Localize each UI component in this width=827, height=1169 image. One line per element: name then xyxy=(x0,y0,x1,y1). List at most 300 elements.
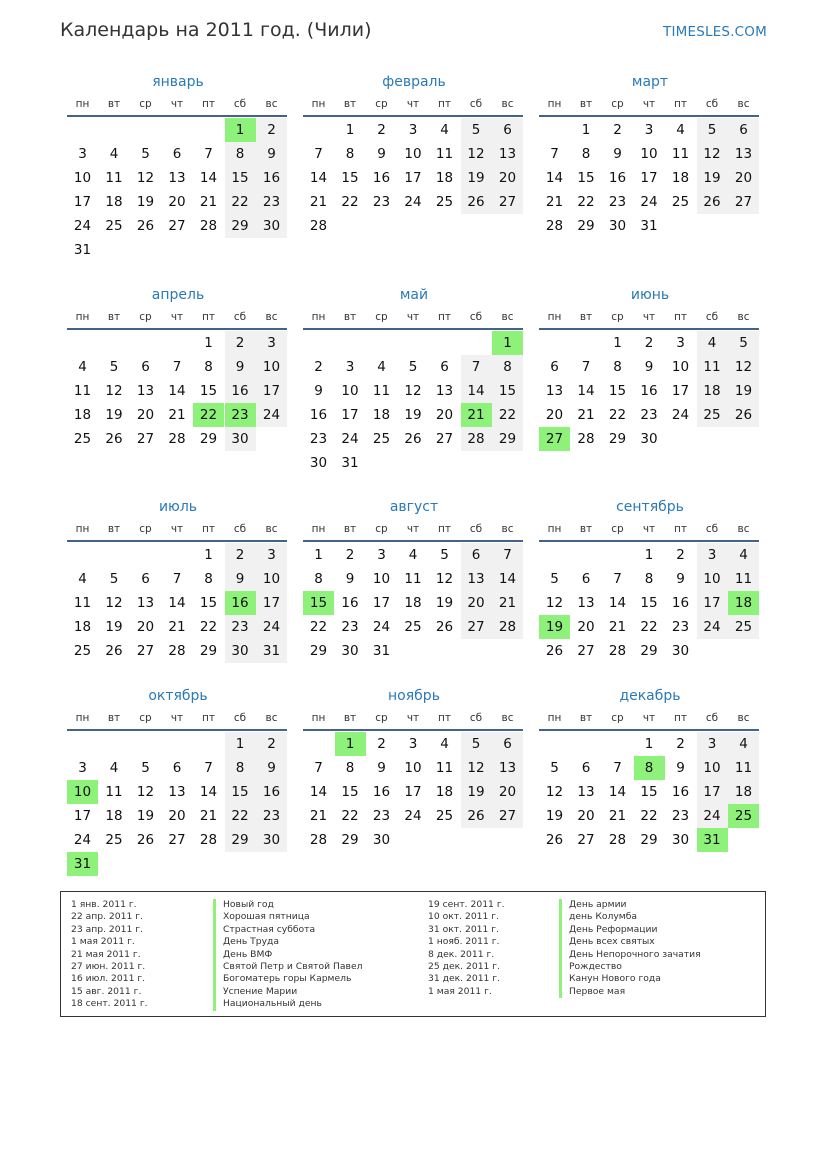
day-cell: 20 xyxy=(461,591,492,615)
day-cell: 7 xyxy=(461,355,492,379)
day-cell: 19 xyxy=(136,808,155,824)
day-cell: 29 xyxy=(577,218,595,234)
day-cell: 7 xyxy=(581,359,591,375)
day-cell: 2 xyxy=(345,547,355,563)
holiday-date: 22 апр. 2011 г. xyxy=(71,911,143,923)
day-cell: 8 xyxy=(204,359,213,375)
holiday-name: Национальный день xyxy=(213,998,362,1010)
holiday-date: 31 окт. 2011 г. xyxy=(428,923,500,935)
weekday-label: пн xyxy=(547,98,562,110)
day-cell: 9 xyxy=(676,571,685,587)
day-cell: 29 xyxy=(225,214,256,238)
holiday-date: 16 июл. 2011 г. xyxy=(71,973,146,985)
day-cell: 2 xyxy=(314,359,323,375)
day-cell: 25 xyxy=(105,218,123,234)
month-11 xyxy=(303,688,525,888)
day-cell: 29 xyxy=(225,828,256,852)
day-cell: 13 xyxy=(492,142,523,166)
day-cell: 18 xyxy=(105,194,123,210)
month-3 xyxy=(539,74,761,274)
day-cell: 3 xyxy=(408,122,418,138)
day-cell: 23 xyxy=(608,194,627,210)
weekday-label: ср xyxy=(139,712,152,724)
holiday-name: День Труда xyxy=(213,936,362,948)
day-cell: 25 xyxy=(372,431,391,447)
weekday-label: чт xyxy=(406,523,420,535)
day-cell: 7 xyxy=(172,359,182,375)
day-cell: 3 xyxy=(644,122,654,138)
day-cell: 22 xyxy=(199,619,218,635)
day-cell: 28 xyxy=(199,832,218,848)
weekday-label: вт xyxy=(579,712,593,724)
month-name: июль xyxy=(158,499,198,515)
weekday-label: пн xyxy=(311,311,326,323)
day-cell: 23 xyxy=(309,431,328,447)
day-cell: 13 xyxy=(461,567,492,591)
day-cell: 16 xyxy=(640,383,658,399)
day-cell: 7 xyxy=(204,146,213,162)
day-cell: 22 xyxy=(225,190,256,214)
weekday-label: пт xyxy=(202,98,215,110)
day-cell: 6 xyxy=(440,359,449,375)
page-title: Календарь на 2011 год. (Чили) xyxy=(60,19,372,41)
holiday-date: 1 янв. 2011 г. xyxy=(71,899,137,910)
day-cell: 15 xyxy=(341,170,359,186)
month-name: июнь xyxy=(630,287,670,303)
day-cell: 28 xyxy=(492,615,523,639)
day-cell: 29 xyxy=(608,431,627,447)
weekday-label: вс xyxy=(265,311,278,323)
day-cell: 21 xyxy=(199,808,218,824)
holiday-name: День ВМФ xyxy=(213,949,362,961)
day-cell: 15 xyxy=(199,383,218,399)
weekday-label: пн xyxy=(547,523,562,535)
weekday-label: вс xyxy=(265,98,278,110)
month-header-rule xyxy=(303,328,523,330)
holiday-dates-right xyxy=(428,899,505,998)
day-cell: 15 xyxy=(640,595,658,611)
site-link[interactable]: TIMESLES.COM xyxy=(663,24,767,40)
day-cell: 29 xyxy=(199,643,218,659)
weekday-label: вс xyxy=(265,523,278,535)
day-cell: 8 xyxy=(581,146,591,162)
holiday-day-cell: 31 xyxy=(697,828,728,852)
day-cell: 6 xyxy=(550,359,559,375)
day-cell: 1 xyxy=(314,547,323,563)
day-cell: 27 xyxy=(435,431,454,447)
day-cell: 3 xyxy=(697,732,728,756)
day-cell: 31 xyxy=(73,242,92,258)
day-cell: 22 xyxy=(341,194,359,210)
day-cell: 7 xyxy=(613,571,622,587)
holiday-name: День армии xyxy=(559,899,701,911)
month-header-rule xyxy=(67,115,287,117)
day-cell: 13 xyxy=(577,595,595,611)
day-cell: 16 xyxy=(256,166,287,190)
weekday-label: чт xyxy=(642,523,656,535)
day-cell: 5 xyxy=(461,118,492,142)
day-cell: 13 xyxy=(168,784,186,800)
weekday-label: ср xyxy=(139,98,152,110)
weekday-label: сб xyxy=(705,311,719,323)
month-1 xyxy=(67,74,289,274)
day-cell: 16 xyxy=(671,595,690,611)
day-cell: 8 xyxy=(613,359,622,375)
weekday-label: ср xyxy=(611,712,624,724)
day-cell: 10 xyxy=(697,756,728,780)
day-cell: 23 xyxy=(256,190,287,214)
weekday-label: сб xyxy=(469,523,483,535)
weekday-label: вс xyxy=(737,712,750,724)
day-cell: 9 xyxy=(613,146,622,162)
holiday-day-cell: 31 xyxy=(67,852,98,876)
day-cell: 21 xyxy=(199,194,218,210)
day-cell: 24 xyxy=(671,407,690,423)
weekday-label: пт xyxy=(438,98,451,110)
day-cell: 1 xyxy=(644,736,654,752)
day-cell: 29 xyxy=(640,832,658,848)
day-cell: 9 xyxy=(377,146,386,162)
day-cell: 22 xyxy=(341,808,359,824)
day-cell: 9 xyxy=(345,571,355,587)
weekday-label: пт xyxy=(438,311,451,323)
weekday-label: пт xyxy=(438,523,451,535)
day-cell: 26 xyxy=(461,804,492,828)
month-name: май xyxy=(399,287,429,303)
day-cell: 24 xyxy=(73,218,92,234)
weekday-label: ср xyxy=(611,311,624,323)
day-cell: 3 xyxy=(256,331,287,355)
weekday-label: пн xyxy=(547,712,562,724)
day-cell: 27 xyxy=(577,832,595,848)
day-cell: 26 xyxy=(404,431,422,447)
day-cell: 29 xyxy=(640,643,658,659)
day-cell: 7 xyxy=(314,760,323,776)
day-cell: 8 xyxy=(204,571,213,587)
day-cell: 12 xyxy=(728,355,759,379)
day-cell: 14 xyxy=(199,784,218,800)
holiday-date: 23 апр. 2011 г. xyxy=(71,923,143,935)
weekday-label: вт xyxy=(343,311,357,323)
holiday-name: Святой Петр и Святой Павел xyxy=(213,961,362,973)
day-cell: 5 xyxy=(550,571,559,587)
day-cell: 18 xyxy=(697,379,728,403)
day-cell: 4 xyxy=(440,736,449,752)
day-cell: 14 xyxy=(577,383,595,399)
day-cell: 13 xyxy=(136,595,155,611)
holiday-day-cell: 1 xyxy=(335,732,366,756)
weekday-label: вт xyxy=(579,311,593,323)
day-cell: 11 xyxy=(105,170,123,186)
day-cell: 23 xyxy=(341,619,359,635)
day-cell: 8 xyxy=(314,571,323,587)
day-cell: 17 xyxy=(404,784,422,800)
day-cell: 28 xyxy=(168,643,186,659)
holiday-name: Новый год xyxy=(213,899,362,911)
day-cell: 6 xyxy=(172,146,182,162)
day-cell: 7 xyxy=(314,146,323,162)
day-cell: 10 xyxy=(341,383,359,399)
day-cell: 28 xyxy=(545,218,564,234)
day-cell: 17 xyxy=(256,379,287,403)
day-cell: 27 xyxy=(577,643,595,659)
day-cell: 9 xyxy=(377,760,386,776)
weekday-label: ср xyxy=(375,311,388,323)
day-cell: 6 xyxy=(492,732,523,756)
weekday-label: вс xyxy=(737,311,750,323)
day-cell: 11 xyxy=(671,146,690,162)
day-cell: 30 xyxy=(671,832,690,848)
day-cell: 30 xyxy=(372,832,391,848)
day-cell: 13 xyxy=(545,383,564,399)
day-cell: 17 xyxy=(372,595,391,611)
day-cell: 21 xyxy=(608,808,627,824)
month-header-rule xyxy=(539,115,759,117)
day-cell: 28 xyxy=(309,832,328,848)
weekday-label: пт xyxy=(674,712,687,724)
day-cell: 26 xyxy=(136,832,155,848)
weekday-label: чт xyxy=(170,311,184,323)
day-cell: 12 xyxy=(435,571,454,587)
day-cell: 5 xyxy=(550,760,559,776)
day-cell: 25 xyxy=(435,194,454,210)
weekday-label: пн xyxy=(75,712,90,724)
day-cell: 20 xyxy=(728,166,759,190)
day-cell: 18 xyxy=(435,170,454,186)
weekday-label: пн xyxy=(75,311,90,323)
day-cell: 20 xyxy=(168,194,186,210)
weekday-label: чт xyxy=(642,712,656,724)
day-cell: 30 xyxy=(341,643,359,659)
day-cell: 8 xyxy=(644,571,654,587)
day-cell: 27 xyxy=(492,804,523,828)
day-cell: 20 xyxy=(577,619,595,635)
day-cell: 5 xyxy=(697,118,728,142)
day-cell: 12 xyxy=(136,170,155,186)
month-header-rule xyxy=(303,540,523,542)
holiday-date: 10 окт. 2011 г. xyxy=(428,911,500,923)
day-cell: 10 xyxy=(671,359,690,375)
weekday-label: чт xyxy=(406,98,420,110)
holiday-name: День Непорочного зачатия xyxy=(559,949,701,961)
day-cell: 2 xyxy=(225,543,256,567)
holiday-day-cell: 1 xyxy=(492,331,523,355)
day-cell: 10 xyxy=(640,146,658,162)
day-cell: 11 xyxy=(435,760,454,776)
weekday-label: пт xyxy=(202,712,215,724)
day-cell: 3 xyxy=(697,543,728,567)
month-2 xyxy=(303,74,525,274)
day-cell: 28 xyxy=(309,218,328,234)
weekday-label: чт xyxy=(642,311,656,323)
day-cell: 20 xyxy=(545,407,564,423)
day-cell: 6 xyxy=(141,571,150,587)
day-cell: 25 xyxy=(73,431,92,447)
day-cell: 17 xyxy=(671,383,690,399)
day-cell: 1 xyxy=(613,335,622,351)
day-cell: 13 xyxy=(136,383,155,399)
day-cell: 6 xyxy=(461,543,492,567)
month-header-rule xyxy=(539,729,759,731)
day-cell: 19 xyxy=(697,166,728,190)
day-cell: 19 xyxy=(435,595,454,611)
day-cell: 1 xyxy=(225,732,256,756)
day-cell: 3 xyxy=(78,760,87,776)
day-cell: 2 xyxy=(256,732,287,756)
day-cell: 1 xyxy=(345,122,355,138)
day-cell: 22 xyxy=(492,403,523,427)
day-cell: 21 xyxy=(608,619,627,635)
holiday-name: Канун Нового года xyxy=(559,973,701,985)
day-cell: 4 xyxy=(78,571,87,587)
day-cell: 12 xyxy=(136,784,155,800)
day-cell: 20 xyxy=(577,808,595,824)
day-cell: 23 xyxy=(640,407,658,423)
day-cell: 23 xyxy=(372,194,391,210)
day-cell: 23 xyxy=(225,615,256,639)
day-cell: 11 xyxy=(404,571,422,587)
day-cell: 12 xyxy=(461,756,492,780)
day-cell: 25 xyxy=(728,615,759,639)
day-cell: 25 xyxy=(435,808,454,824)
day-cell: 10 xyxy=(256,567,287,591)
holiday-name: День Реформации xyxy=(559,924,701,936)
day-cell: 27 xyxy=(728,190,759,214)
day-cell: 6 xyxy=(141,359,150,375)
day-cell: 4 xyxy=(377,359,386,375)
day-cell: 5 xyxy=(109,571,119,587)
day-cell: 15 xyxy=(492,379,523,403)
weekday-label: ср xyxy=(375,523,388,535)
day-cell: 12 xyxy=(461,142,492,166)
day-cell: 8 xyxy=(492,355,523,379)
day-cell: 2 xyxy=(644,335,654,351)
day-cell: 27 xyxy=(461,615,492,639)
month-7 xyxy=(67,499,289,699)
weekday-label: сб xyxy=(469,98,483,110)
day-cell: 12 xyxy=(105,383,123,399)
day-cell: 5 xyxy=(141,760,150,776)
weekday-label: пт xyxy=(202,311,215,323)
holiday-day-cell: 27 xyxy=(539,427,570,451)
day-cell: 6 xyxy=(492,118,523,142)
weekday-label: вс xyxy=(501,311,514,323)
day-cell: 29 xyxy=(492,427,523,451)
holiday-name: Страстная суббота xyxy=(213,924,362,936)
day-cell: 24 xyxy=(404,194,422,210)
day-cell: 21 xyxy=(309,194,328,210)
weekday-label: пт xyxy=(202,523,215,535)
day-cell: 28 xyxy=(608,832,627,848)
day-cell: 4 xyxy=(109,146,119,162)
weekday-label: пт xyxy=(438,712,451,724)
day-cell: 14 xyxy=(199,170,218,186)
day-cell: 15 xyxy=(225,780,256,804)
day-cell: 28 xyxy=(199,218,218,234)
day-cell: 17 xyxy=(640,170,658,186)
weekday-label: пт xyxy=(674,523,687,535)
day-cell: 9 xyxy=(256,142,287,166)
holiday-name: Успение Марии xyxy=(213,986,362,998)
day-cell: 6 xyxy=(172,760,182,776)
day-cell: 26 xyxy=(545,832,564,848)
day-cell: 24 xyxy=(697,615,728,639)
month-header-rule xyxy=(67,729,287,731)
day-cell: 21 xyxy=(168,619,186,635)
day-cell: 24 xyxy=(256,403,287,427)
day-cell: 19 xyxy=(728,379,759,403)
weekday-label: сб xyxy=(233,311,247,323)
day-cell: 11 xyxy=(435,146,454,162)
holiday-day-cell: 1 xyxy=(225,118,256,142)
weekday-label: чт xyxy=(406,311,420,323)
day-cell: 24 xyxy=(256,615,287,639)
holiday-date: 25 дек. 2011 г. xyxy=(428,960,501,972)
holiday-date: 8 дек. 2011 г. xyxy=(428,948,495,960)
day-cell: 20 xyxy=(492,166,523,190)
day-cell: 22 xyxy=(577,194,595,210)
weekday-label: сб xyxy=(705,98,719,110)
day-cell: 1 xyxy=(581,122,591,138)
month-10 xyxy=(67,688,289,888)
day-cell: 4 xyxy=(408,547,418,563)
weekday-label: ср xyxy=(139,523,152,535)
day-cell: 30 xyxy=(309,455,328,471)
day-cell: 13 xyxy=(435,383,454,399)
holiday-name: Рождество xyxy=(559,961,701,973)
month-6 xyxy=(539,287,761,487)
holiday-name: день Колумба xyxy=(559,911,701,923)
weekday-label: вс xyxy=(737,98,750,110)
day-cell: 17 xyxy=(256,591,287,615)
day-cell: 18 xyxy=(105,808,123,824)
day-cell: 17 xyxy=(73,808,92,824)
day-cell: 11 xyxy=(728,567,759,591)
day-cell: 9 xyxy=(225,567,256,591)
holiday-name: День всех святых xyxy=(559,936,701,948)
day-cell: 6 xyxy=(581,760,591,776)
weekday-label: пн xyxy=(311,712,326,724)
day-cell: 17 xyxy=(73,194,92,210)
day-cell: 26 xyxy=(545,643,564,659)
day-cell: 9 xyxy=(314,383,323,399)
month-name: февраль xyxy=(382,74,446,90)
holiday-date: 18 сент. 2011 г. xyxy=(71,998,148,1010)
day-cell: 3 xyxy=(676,335,685,351)
day-cell: 21 xyxy=(577,407,595,423)
day-cell: 12 xyxy=(697,142,728,166)
day-cell: 26 xyxy=(728,403,759,427)
day-cell: 9 xyxy=(644,359,654,375)
day-cell: 8 xyxy=(345,760,355,776)
day-cell: 17 xyxy=(404,170,422,186)
day-cell: 5 xyxy=(141,146,150,162)
weekday-label: ср xyxy=(375,98,388,110)
day-cell: 30 xyxy=(225,427,256,451)
holiday-date: 31 дек. 2011 г. xyxy=(428,973,501,985)
holiday-date: 27 июн. 2011 г. xyxy=(71,960,146,972)
day-cell: 14 xyxy=(461,379,492,403)
day-cell: 15 xyxy=(608,383,627,399)
day-cell: 29 xyxy=(341,832,359,848)
month-header-rule xyxy=(67,328,287,330)
day-cell: 24 xyxy=(404,808,422,824)
month-name: декабрь xyxy=(619,688,681,704)
weekday-label: сб xyxy=(233,712,247,724)
holiday-date: 1 мая 2011 г. xyxy=(428,985,492,997)
day-cell: 30 xyxy=(671,643,690,659)
day-cell: 20 xyxy=(136,619,155,635)
